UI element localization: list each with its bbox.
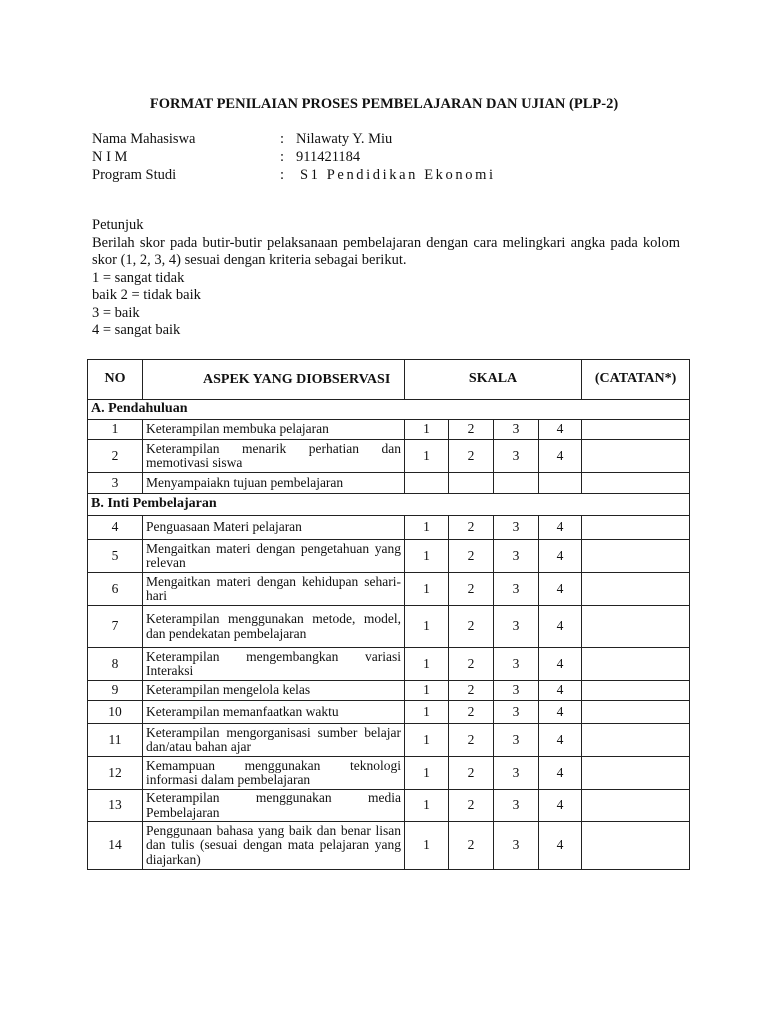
criteria-item: 3 = baik	[92, 304, 140, 321]
notes-cell	[582, 790, 690, 822]
aspect-cell: Keterampilan memanfaatkan waktu	[143, 701, 405, 724]
row-number: 4	[88, 516, 143, 540]
notes-cell	[582, 473, 690, 494]
student-name-colon: :	[280, 131, 285, 147]
aspect-cell: Mengaitkan materi dengan pengetahuan yang relevan	[143, 540, 405, 573]
score-cell: 4	[539, 681, 582, 701]
table-row	[88, 473, 690, 494]
score-cell: 2	[449, 440, 494, 473]
student-program-label: Program Studi	[92, 167, 177, 183]
score-cell: 2	[449, 790, 494, 822]
score-cell: 2	[449, 724, 494, 757]
notes-cell	[582, 822, 690, 870]
score-cell: 1	[405, 822, 449, 870]
aspect-cell: Penguasaan Materi pelajaran	[143, 516, 405, 540]
score-cell: 3	[494, 681, 539, 701]
row-number: 11	[88, 724, 143, 757]
section-row	[88, 494, 690, 516]
row-number: 10	[88, 701, 143, 724]
table-row	[88, 648, 690, 681]
row-number: 5	[88, 540, 143, 573]
score-cell: 3	[494, 822, 539, 870]
notes-cell	[582, 440, 690, 473]
notes-cell	[582, 724, 690, 757]
instructions	[92, 217, 680, 340]
row-number: 2	[88, 440, 143, 473]
notes-cell	[582, 648, 690, 681]
aspect-cell: Keterampilan mengembangkan variasi Interaksi	[143, 648, 405, 681]
score-cell: 4	[539, 540, 582, 573]
student-program-value: S1 Pendidikan Ekonomi	[300, 167, 496, 183]
score-cell: 4	[539, 648, 582, 681]
score-cell: 4	[539, 724, 582, 757]
header-aspect: ASPEK YANG DIOBSERVASI	[143, 360, 405, 400]
table-row	[88, 681, 690, 701]
score-cell: 3	[494, 701, 539, 724]
section-row	[88, 400, 690, 420]
criteria-item: 4 = sangat baik	[92, 322, 181, 338]
student-program-colon: :	[280, 167, 285, 183]
score-cell: 1	[405, 681, 449, 701]
table-row	[88, 420, 690, 440]
score-cell	[539, 473, 582, 494]
document-title: FORMAT PENILAIAN PROSES PEMBELAJARAN DAN UJIAN (PLP-2)	[149, 96, 619, 112]
row-number: 1	[88, 420, 143, 440]
notes-cell	[582, 701, 690, 724]
table-row	[88, 606, 690, 648]
notes-cell	[582, 681, 690, 701]
score-cell: 4	[539, 790, 582, 822]
criteria-item: 1 = sangat tidak	[92, 269, 185, 286]
aspect-cell: Keterampilan mengorganisasi sumber belajar dan/atau bahan ajar	[143, 724, 405, 757]
score-cell	[449, 473, 494, 494]
score-cell: 1	[405, 573, 449, 606]
row-number: 8	[88, 648, 143, 681]
table-row	[88, 440, 690, 473]
score-cell: 1	[405, 724, 449, 757]
table-row	[88, 790, 690, 822]
score-cell: 2	[449, 822, 494, 870]
header-no: NO	[88, 360, 143, 400]
row-number: 14	[88, 822, 143, 870]
row-number: 7	[88, 606, 143, 648]
score-cell: 2	[449, 420, 494, 440]
assessment-table	[87, 359, 690, 870]
table-row	[88, 573, 690, 606]
table-row	[88, 701, 690, 724]
aspect-cell: Keterampilan menarik perhatian dan memotivasi siswa	[143, 440, 405, 473]
score-cell: 2	[449, 540, 494, 573]
instructions-text: Berilah skor pada butir-butir pelaksanaan pembelajaran dengan cara melingkari angka pada kolom skor (1, 2, 3, 4) sesuai dengan kriteria sebagai berikut.	[92, 234, 680, 268]
student-nim-label: N I M	[92, 149, 128, 165]
score-cell: 2	[449, 573, 494, 606]
score-cell: 3	[494, 606, 539, 648]
score-cell: 1	[405, 540, 449, 573]
table-row	[88, 822, 690, 870]
score-cell: 2	[449, 516, 494, 540]
score-cell: 1	[405, 790, 449, 822]
score-cell: 4	[539, 440, 582, 473]
score-cell: 2	[449, 648, 494, 681]
table-body	[88, 360, 690, 870]
row-number: 13	[88, 790, 143, 822]
notes-cell	[582, 540, 690, 573]
section-title: B. Inti Pembelajaran	[88, 494, 690, 516]
aspect-cell: Keterampilan membuka pelajaran	[143, 420, 405, 440]
score-cell: 2	[449, 681, 494, 701]
score-cell: 4	[539, 516, 582, 540]
score-cell: 2	[449, 701, 494, 724]
score-cell: 4	[539, 420, 582, 440]
row-number: 6	[88, 573, 143, 606]
score-cell: 3	[494, 790, 539, 822]
score-cell: 2	[449, 606, 494, 648]
score-cell: 3	[494, 757, 539, 790]
score-cell: 3	[494, 440, 539, 473]
score-cell: 4	[539, 573, 582, 606]
score-cell: 4	[539, 757, 582, 790]
score-cell: 1	[405, 516, 449, 540]
table-header-row	[88, 360, 690, 400]
score-cell: 1	[405, 757, 449, 790]
score-cell: 1	[405, 606, 449, 648]
score-cell: 2	[449, 757, 494, 790]
table-row	[88, 516, 690, 540]
score-cell: 1	[405, 440, 449, 473]
aspect-cell: Keterampilan menggunakan metode, model, dan pendekatan pembelajaran	[143, 606, 405, 648]
notes-cell	[582, 516, 690, 540]
notes-cell	[582, 420, 690, 440]
student-name-label: Nama Mahasiswa	[92, 131, 196, 147]
student-nim-value: 911421184	[296, 149, 361, 165]
score-cell: 1	[405, 420, 449, 440]
row-number: 9	[88, 681, 143, 701]
score-cell: 3	[494, 724, 539, 757]
criteria-item: baik 2 = tidak baik	[92, 287, 201, 303]
aspect-cell: Keterampilan menggunakan media Pembelajaran	[143, 790, 405, 822]
student-name-value: Nilawaty Y. Miu	[296, 131, 393, 147]
student-nim-colon: :	[280, 149, 285, 165]
aspect-cell: Mengaitkan materi dengan kehidupan sehari-hari	[143, 573, 405, 606]
score-cell: 3	[494, 540, 539, 573]
notes-cell	[582, 573, 690, 606]
score-cell	[494, 473, 539, 494]
row-number: 3	[88, 473, 143, 494]
aspect-cell: Keterampilan mengelola kelas	[143, 681, 405, 701]
instructions-title: Petunjuk	[92, 217, 144, 233]
section-title: A. Pendahuluan	[88, 400, 690, 420]
score-cell: 4	[539, 822, 582, 870]
notes-cell	[582, 757, 690, 790]
score-cell: 4	[539, 701, 582, 724]
score-cell: 3	[494, 516, 539, 540]
header-scale: SKALA	[405, 360, 582, 400]
score-cell: 3	[494, 573, 539, 606]
aspect-cell: Penggunaan bahasa yang baik dan benar lisan dan tulis (sesuai dengan mata pelajaran yang diajarkan)	[143, 822, 405, 870]
score-cell: 4	[539, 606, 582, 648]
notes-cell	[582, 606, 690, 648]
table-row	[88, 540, 690, 573]
score-cell	[405, 473, 449, 494]
table-row	[88, 724, 690, 757]
score-cell: 1	[405, 701, 449, 724]
aspect-cell: Menyampaiakn tujuan pembelajaran	[143, 473, 405, 494]
score-cell: 3	[494, 420, 539, 440]
score-cell: 3	[494, 648, 539, 681]
row-number: 12	[88, 757, 143, 790]
header-notes: (CATATAN*)	[582, 360, 690, 400]
aspect-cell: Kemampuan menggunakan teknologi informasi dalam pembelajaran	[143, 757, 405, 790]
table-row	[88, 757, 690, 790]
score-cell: 1	[405, 648, 449, 681]
